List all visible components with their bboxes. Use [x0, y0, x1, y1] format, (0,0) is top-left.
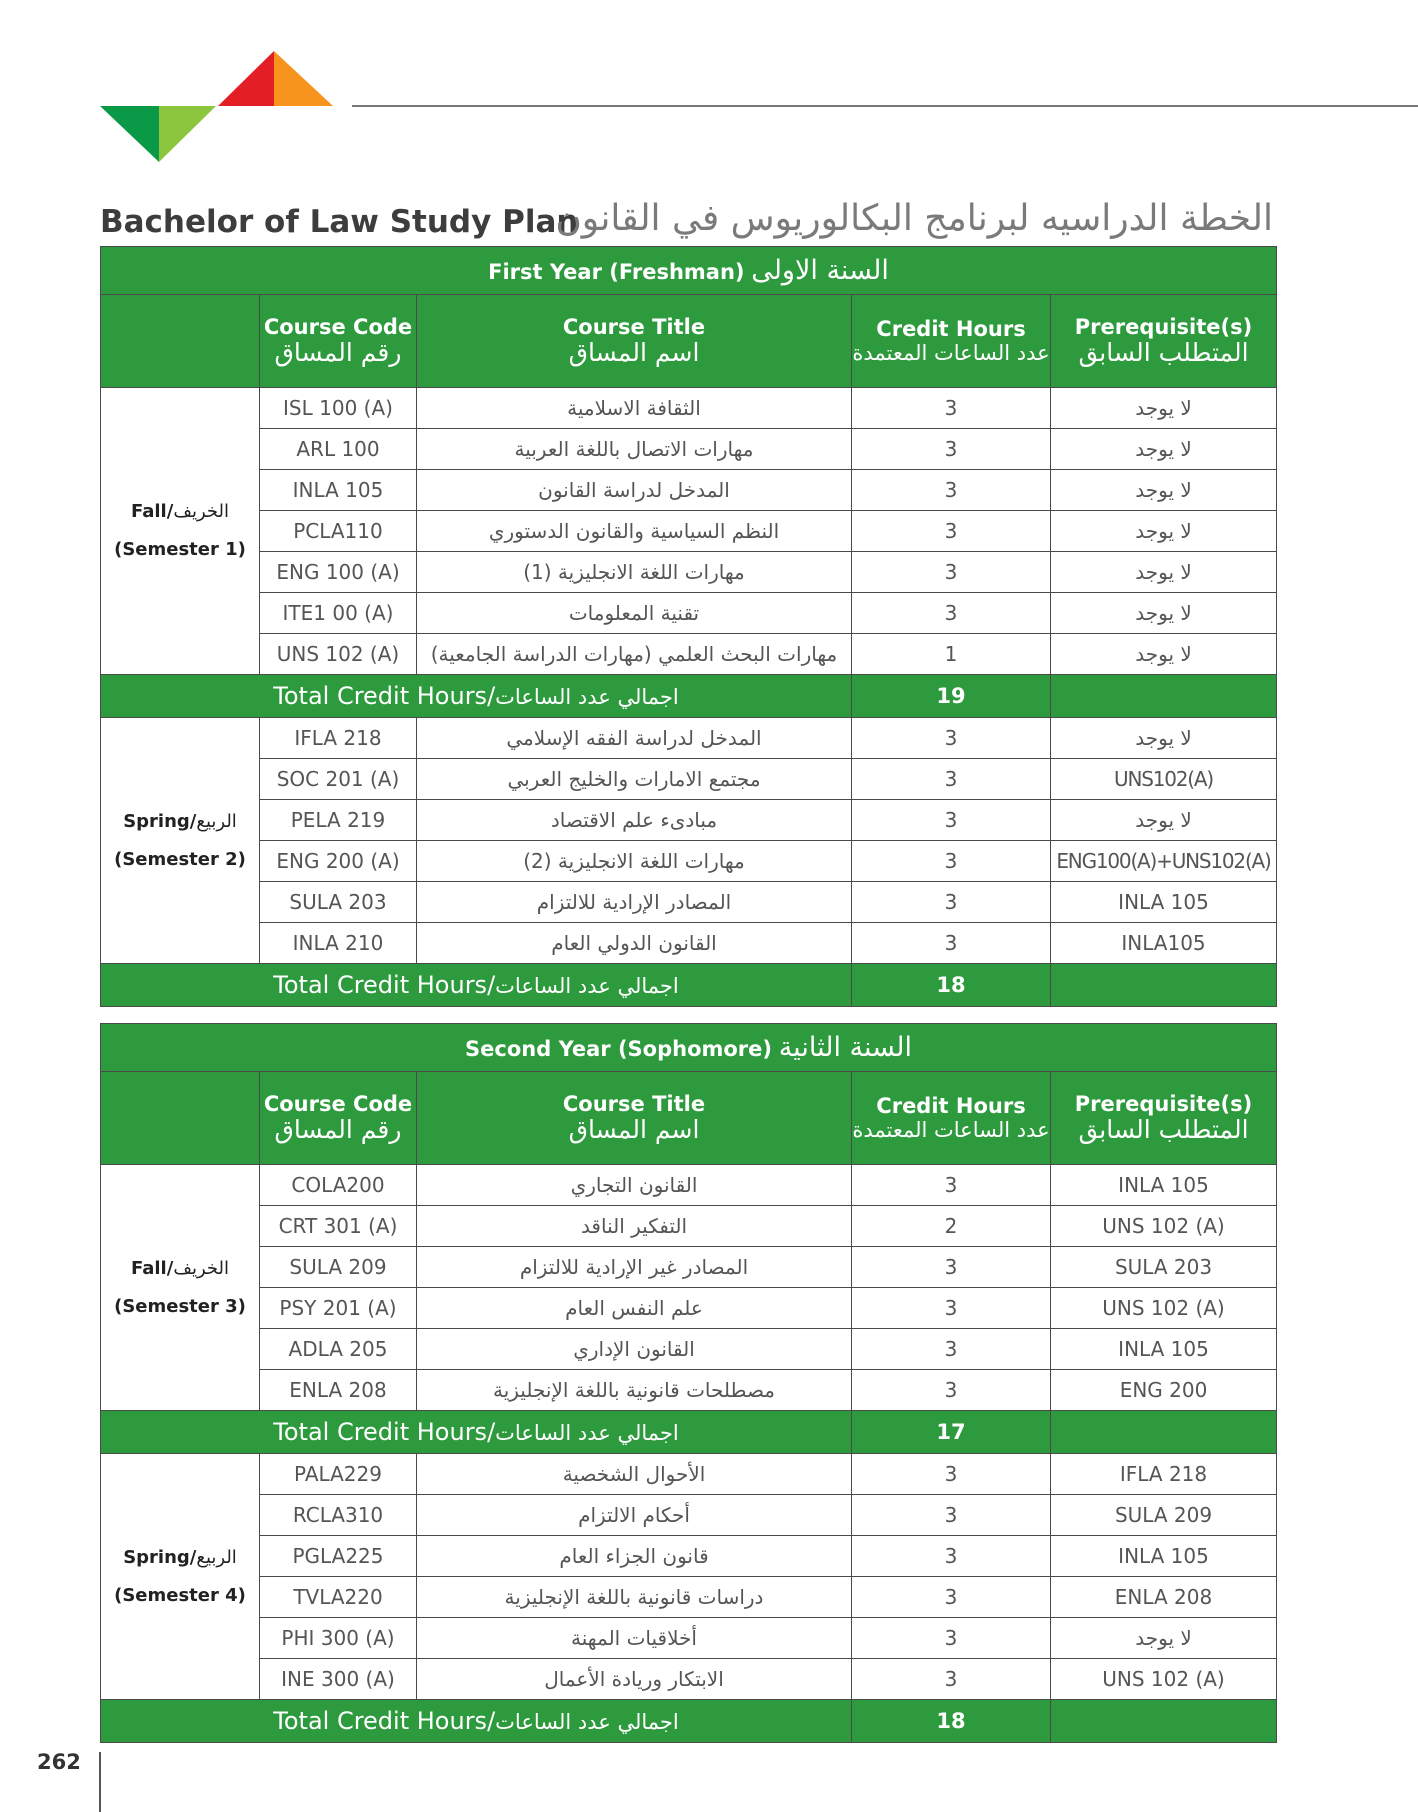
prerequisite: UNS 102 (A) — [1051, 1659, 1277, 1700]
prerequisite-header-en: Prerequisite(s) — [1074, 1091, 1253, 1116]
course-code: PSY 201 (A) — [260, 1288, 417, 1329]
course-code: PELA 219 — [260, 800, 417, 841]
course-row — [101, 800, 1277, 841]
prerequisite: لا يوجد — [1051, 593, 1277, 634]
semester-season: Spring/ — [123, 1546, 197, 1568]
credit-hours: 3 — [852, 1247, 1051, 1288]
course-code: INLA 210 — [260, 923, 417, 964]
course-row — [101, 841, 1277, 882]
prerequisite: UNS102(A) — [1051, 759, 1277, 800]
course-title: قانون الجزاء العام — [417, 1536, 852, 1577]
semester-label — [101, 1454, 260, 1700]
course-code: RCLA310 — [260, 1495, 417, 1536]
total-label-en: Total Credit Hours/ — [273, 1707, 496, 1735]
course-code: UNS 102 (A) — [260, 634, 417, 675]
course-code: PHI 300 (A) — [260, 1618, 417, 1659]
semester-number: (Semester 2) — [114, 848, 246, 870]
course-row — [101, 882, 1277, 923]
credit-hours: 3 — [852, 1288, 1051, 1329]
credit-hours-header-ar: عدد الساعات المعتمدة — [852, 341, 1050, 365]
credit-hours: 3 — [852, 552, 1051, 593]
total-label-en: Total Credit Hours/ — [273, 971, 496, 999]
semester-season-ar: الخريف — [173, 1257, 229, 1279]
course-code-header-en: Course Code — [263, 314, 413, 339]
total-prereq-blank — [1051, 675, 1277, 718]
prerequisite: لا يوجد — [1051, 718, 1277, 759]
prerequisite: INLA 105 — [1051, 1536, 1277, 1577]
course-title: المصادر غير الإرادية للالتزام — [417, 1247, 852, 1288]
credit-hours: 3 — [852, 1618, 1051, 1659]
course-row — [101, 511, 1277, 552]
prerequisite-header — [1051, 295, 1277, 388]
column-header-row — [101, 1072, 1277, 1165]
course-code: SULA 203 — [260, 882, 417, 923]
year-title — [101, 247, 1277, 295]
total-label-ar: اجمالي عدد الساعات — [495, 685, 679, 709]
page-title-english: Bachelor of Law Study Plan — [100, 204, 579, 240]
course-code: ADLA 205 — [260, 1329, 417, 1370]
course-code: SOC 201 (A) — [260, 759, 417, 800]
course-title: دراسات قانونية باللغة الإنجليزية — [417, 1577, 852, 1618]
semester-number: (Semester 1) — [114, 539, 246, 560]
prerequisite: INLA 105 — [1051, 1165, 1277, 1206]
total-prereq-blank — [1051, 1700, 1277, 1743]
credit-hours: 3 — [852, 429, 1051, 470]
credit-hours-header — [852, 295, 1051, 388]
course-code-header — [260, 295, 417, 388]
total-label-en: Total Credit Hours/ — [273, 1418, 496, 1446]
course-title: النظم السياسية والقانون الدستوري — [417, 511, 852, 552]
footer-divider — [99, 1752, 101, 1812]
semester-season-ar: الربيع — [196, 1546, 237, 1568]
course-title-header-ar: اسم المساق — [568, 337, 700, 367]
semester-season-ar: الربيع — [196, 810, 237, 832]
course-row — [101, 759, 1277, 800]
total-credit-value: 18 — [852, 964, 1051, 1007]
year-title-row — [101, 1024, 1277, 1072]
prerequisite: ENLA 208 — [1051, 1577, 1277, 1618]
course-row — [101, 1659, 1277, 1700]
total-credit-value: 18 — [852, 1700, 1051, 1743]
semester-season: Spring/ — [123, 810, 197, 832]
credit-hours: 3 — [852, 388, 1051, 429]
course-title-header-en: Course Title — [562, 314, 706, 339]
prerequisite: ENG 200 — [1051, 1370, 1277, 1411]
course-code: IFLA 218 — [260, 718, 417, 759]
total-label-ar: اجمالي عدد الساعات — [495, 974, 679, 998]
prerequisite: لا يوجد — [1051, 511, 1277, 552]
semester-season-ar: الخريف — [173, 501, 229, 523]
prerequisite: لا يوجد — [1051, 429, 1277, 470]
prerequisite: INLA105 — [1051, 923, 1277, 964]
year-title-row — [101, 247, 1277, 295]
prerequisite: لا يوجد — [1051, 800, 1277, 841]
semester-number: (Semester 4) — [114, 1584, 246, 1606]
course-title: مهارات اللغة الانجليزية (2) — [417, 841, 852, 882]
course-title: مجتمع الامارات والخليج العربي — [417, 759, 852, 800]
course-code: ISL 100 (A) — [260, 388, 417, 429]
prerequisite: IFLA 218 — [1051, 1454, 1277, 1495]
credit-hours: 3 — [852, 1495, 1051, 1536]
course-title-header-en: Course Title — [562, 1091, 706, 1116]
credit-hours: 3 — [852, 759, 1051, 800]
prerequisite: لا يوجد — [1051, 470, 1277, 511]
course-code: ITE1 00 (A) — [260, 593, 417, 634]
course-row — [101, 634, 1277, 675]
prerequisite: لا يوجد — [1051, 1618, 1277, 1659]
year-title-en: Second Year (Sophomore) — [465, 1037, 773, 1061]
credit-hours: 3 — [852, 1329, 1051, 1370]
course-row — [101, 1288, 1277, 1329]
course-title-header — [417, 1072, 852, 1165]
course-title: المدخل لدراسة الفقه الإسلامي — [417, 718, 852, 759]
course-code: SULA 209 — [260, 1247, 417, 1288]
prerequisite-header-ar: المتطلب السابق — [1078, 1114, 1249, 1144]
total-credit-value: 17 — [852, 1411, 1051, 1454]
course-row — [101, 429, 1277, 470]
semester-label — [101, 388, 260, 675]
prerequisite: INLA 105 — [1051, 882, 1277, 923]
course-row — [101, 1495, 1277, 1536]
credit-hours-header-en: Credit Hours — [876, 1093, 1026, 1118]
credit-hours: 3 — [852, 511, 1051, 552]
course-code: PALA229 — [260, 1454, 417, 1495]
total-label-ar: اجمالي عدد الساعات — [495, 1421, 679, 1445]
prerequisite: SULA 203 — [1051, 1247, 1277, 1288]
prerequisite-header-en: Prerequisite(s) — [1074, 314, 1253, 339]
year-title-en: First Year (Freshman) — [488, 260, 745, 284]
semester-header-blank — [101, 295, 260, 388]
semester-label — [101, 1165, 260, 1411]
total-credit-row — [101, 675, 1277, 718]
course-code: TVLA220 — [260, 1577, 417, 1618]
prerequisite: لا يوجد — [1051, 634, 1277, 675]
course-code: ENG 100 (A) — [260, 552, 417, 593]
course-row — [101, 470, 1277, 511]
logo-lime-triangle — [159, 106, 216, 162]
course-code-header — [260, 1072, 417, 1165]
total-label-en: Total Credit Hours/ — [273, 682, 496, 710]
credit-hours: 3 — [852, 1454, 1051, 1495]
column-header-row — [101, 295, 1277, 388]
credit-hours-header — [852, 1072, 1051, 1165]
credit-hours: 3 — [852, 1659, 1051, 1700]
credit-hours-header-ar: عدد الساعات المعتمدة — [852, 1118, 1050, 1142]
total-credit-label — [101, 675, 852, 718]
prerequisite: ENG100(A)+UNS102(A) — [1051, 841, 1277, 882]
total-label-ar: اجمالي عدد الساعات — [495, 1710, 679, 1734]
course-row — [101, 1329, 1277, 1370]
semester-label — [101, 718, 260, 964]
page-title-arabic: الخطة الدراسيه لبرنامج البكالوريوس في القانون — [555, 198, 1273, 239]
course-row — [101, 1206, 1277, 1247]
semester-season: Fall/ — [131, 1257, 174, 1279]
total-prereq-blank — [1051, 964, 1277, 1007]
credit-hours: 3 — [852, 718, 1051, 759]
year-table — [100, 1023, 1277, 1743]
course-row — [101, 593, 1277, 634]
credit-hours: 3 — [852, 1536, 1051, 1577]
semester-number: (Semester 3) — [114, 1295, 246, 1317]
credit-hours: 3 — [852, 923, 1051, 964]
course-code: ENG 200 (A) — [260, 841, 417, 882]
header-divider — [352, 105, 1418, 107]
logo-green-triangle — [100, 106, 159, 162]
semester-header-blank — [101, 1072, 260, 1165]
course-title: القانون التجاري — [417, 1165, 852, 1206]
course-title: مبادىء علم الاقتصاد — [417, 800, 852, 841]
brand-logo — [0, 0, 340, 170]
course-code: ARL 100 — [260, 429, 417, 470]
total-credit-label — [101, 964, 852, 1007]
credit-hours: 3 — [852, 1577, 1051, 1618]
course-row — [101, 1577, 1277, 1618]
year-title-ar: السنة الثانية — [778, 1032, 912, 1063]
logo-orange-triangle — [274, 51, 333, 106]
course-title: تقنية المعلومات — [417, 593, 852, 634]
year-title-ar: السنة الاولى — [751, 255, 889, 286]
course-code-header-ar: رقم المساق — [274, 337, 402, 367]
course-title: المصادر الإرادية للالتزام — [417, 882, 852, 923]
course-row — [101, 923, 1277, 964]
course-title: مهارات اللغة الانجليزية (1) — [417, 552, 852, 593]
credit-hours: 3 — [852, 882, 1051, 923]
credit-hours: 3 — [852, 1165, 1051, 1206]
prerequisite: SULA 209 — [1051, 1495, 1277, 1536]
credit-hours: 3 — [852, 1370, 1051, 1411]
credit-hours: 3 — [852, 593, 1051, 634]
semester-season-line — [101, 803, 259, 841]
total-credit-value: 19 — [852, 675, 1051, 718]
total-credit-row — [101, 1411, 1277, 1454]
course-row — [101, 1370, 1277, 1411]
course-title: القانون الإداري — [417, 1329, 852, 1370]
course-code: INE 300 (A) — [260, 1659, 417, 1700]
credit-hours: 1 — [852, 634, 1051, 675]
course-row — [101, 1165, 1277, 1206]
course-title: مهارات البحث العلمي (مهارات الدراسة الجامعية) — [417, 634, 852, 675]
credit-hours: 3 — [852, 841, 1051, 882]
total-prereq-blank — [1051, 1411, 1277, 1454]
prerequisite-header-ar: المتطلب السابق — [1078, 337, 1249, 367]
credit-hours-header-en: Credit Hours — [876, 316, 1026, 341]
course-code: PCLA110 — [260, 511, 417, 552]
year-title — [101, 1024, 1277, 1072]
page-number: 262 — [37, 1750, 81, 1774]
course-title: مهارات الاتصال باللغة العربية — [417, 429, 852, 470]
course-row — [101, 388, 1277, 429]
course-row — [101, 1247, 1277, 1288]
total-credit-row — [101, 1700, 1277, 1743]
logo-red-triangle — [218, 51, 274, 106]
course-title: التفكير الناقد — [417, 1206, 852, 1247]
course-title: الأحوال الشخصية — [417, 1454, 852, 1495]
course-title: أخلاقيات المهنة — [417, 1618, 852, 1659]
course-code: ENLA 208 — [260, 1370, 417, 1411]
semester-season-line — [101, 493, 259, 531]
prerequisite: لا يوجد — [1051, 552, 1277, 593]
course-title: علم النفس العام — [417, 1288, 852, 1329]
total-credit-row — [101, 964, 1277, 1007]
course-title: القانون الدولي العام — [417, 923, 852, 964]
course-row — [101, 1536, 1277, 1577]
total-credit-label — [101, 1411, 852, 1454]
prerequisite: INLA 105 — [1051, 1329, 1277, 1370]
credit-hours: 3 — [852, 470, 1051, 511]
course-title: الثقافة الاسلامية — [417, 388, 852, 429]
course-row — [101, 1618, 1277, 1659]
course-title-header-ar: اسم المساق — [568, 1114, 700, 1144]
semester-season-line — [101, 1250, 259, 1288]
course-title: مصطلحات قانونية باللغة الإنجليزية — [417, 1370, 852, 1411]
semester-season-line — [101, 1539, 259, 1577]
course-row — [101, 718, 1277, 759]
course-code-header-en: Course Code — [263, 1091, 413, 1116]
year-table — [100, 246, 1277, 1007]
semester-season: Fall/ — [131, 501, 174, 523]
course-row — [101, 552, 1277, 593]
course-title: المدخل لدراسة القانون — [417, 470, 852, 511]
course-title: الابتكار وريادة الأعمال — [417, 1659, 852, 1700]
prerequisite: لا يوجد — [1051, 388, 1277, 429]
course-code: INLA 105 — [260, 470, 417, 511]
credit-hours: 2 — [852, 1206, 1051, 1247]
prerequisite: UNS 102 (A) — [1051, 1206, 1277, 1247]
total-credit-label — [101, 1700, 852, 1743]
course-code-header-ar: رقم المساق — [274, 1114, 402, 1144]
course-code: CRT 301 (A) — [260, 1206, 417, 1247]
course-code: PGLA225 — [260, 1536, 417, 1577]
course-title-header — [417, 295, 852, 388]
prerequisite-header — [1051, 1072, 1277, 1165]
course-title: أحكام الالتزام — [417, 1495, 852, 1536]
course-row — [101, 1454, 1277, 1495]
prerequisite: UNS 102 (A) — [1051, 1288, 1277, 1329]
course-code: COLA200 — [260, 1165, 417, 1206]
credit-hours: 3 — [852, 800, 1051, 841]
